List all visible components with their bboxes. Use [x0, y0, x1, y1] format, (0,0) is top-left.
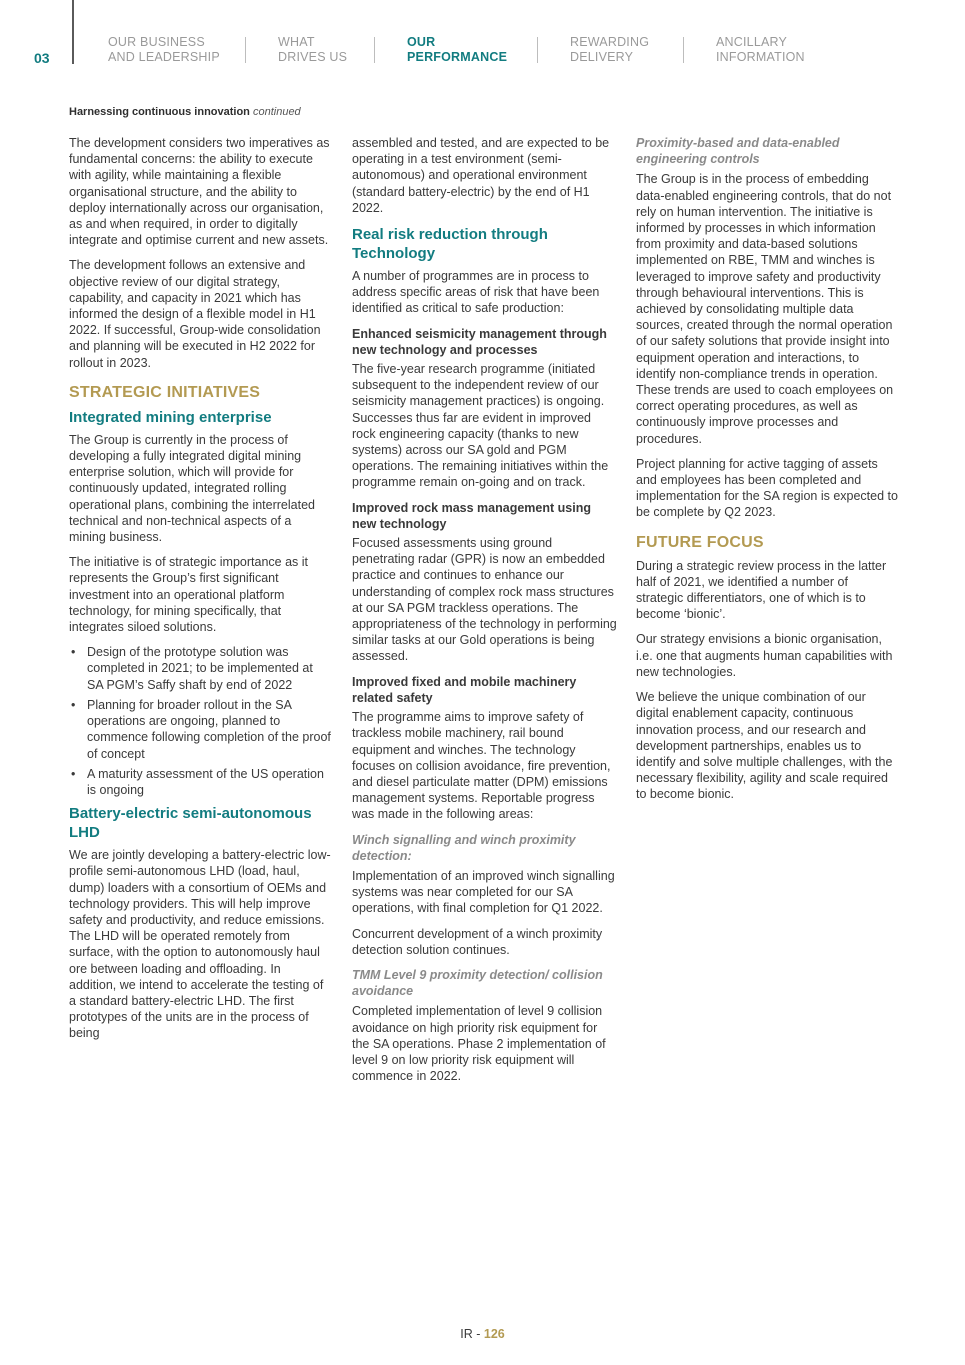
column-2 — [352, 135, 617, 1093]
nav-separator — [245, 37, 246, 63]
nav-separator — [537, 37, 538, 63]
nav-item-line2: DRIVES US — [278, 50, 348, 64]
list-item: • Design of the prototype solution was completed in 2021; to be implemented at SA PGM’s Saffy shaft by end of 2022 — [69, 644, 331, 693]
paragraph: The Group is currently in the process of developing a fully integrated digital mining enterprise solution, which will provide for continuously updated, integrated rolling operational plans, combining the interrelated technical and non-technical aspects of a mining business. — [69, 432, 315, 545]
heading-future-focus: FUTURE FOCUS — [636, 533, 764, 551]
nav-item-what-drives-us[interactable] — [278, 35, 347, 65]
list-item: • A maturity assessment of the US operation is ongoing — [69, 766, 331, 798]
paragraph: Our strategy envisions a bionic organisation, i.e. one that augments human capabilities with new technologies. — [636, 632, 893, 679]
nav-separator — [374, 37, 375, 63]
heading-enhanced-seismicity: Enhanced seismicity management through new technology and processes — [352, 326, 607, 357]
nav-item-ancillary-information[interactable] — [716, 35, 805, 65]
nav-item-line2: DELIVERY — [570, 50, 634, 64]
section-number: 03 — [34, 50, 50, 66]
nav-item-line1: REWARDING — [570, 35, 650, 49]
heading-real-risk-reduction: Real risk reduction through Technology — [352, 226, 548, 263]
column-3 — [636, 135, 898, 812]
bullet-list — [69, 644, 331, 798]
section-subheader — [69, 106, 301, 118]
nav-item-rewarding-delivery[interactable] — [570, 35, 649, 65]
paragraph: assembled and tested, and are expected to be operating in a test environment (semi-autonomous) and operational environment (standard battery-electric) by the end of H1 2022. — [352, 136, 610, 215]
nav-separator — [683, 37, 684, 63]
list-item: • Planning for broader rollout in the SA operations are ongoing, planned to commence following completion of the proof of concept — [69, 697, 331, 762]
paragraph: During a strategic review process in the latter half of 2021, we identified a number of strategic differentiators, one of which is to become ‘bionic’. — [636, 558, 887, 622]
heading-strategic-initiatives: STRATEGIC INITIATIVES — [69, 383, 261, 401]
top-navigation — [0, 0, 965, 80]
nav-item-line1: OUR — [407, 35, 436, 49]
paragraph: Focused assessments using ground penetrating radar (GPR) is now an embedded practice and continues to enhance our understanding of complex rock mass structures at our SA PGM trackless operations. The appropriateness of the technology in performing similar tasks at our Gold operations is being assessed. — [352, 536, 617, 664]
paragraph: The development considers two imperatives as fundamental concerns: the ability to execute with agility, while maintaining a flexible organisational structure, and the ability to deploy internationally across our organisation, as and when required, in order to digitally integrate and optimise current and new assets. — [69, 136, 330, 248]
paragraph: The programme aims to improve safety of trackless mobile machinery, rail bound equipment and winches. The technology focuses on collision avoidance, fire prevention, and diesel particulate matter (DPM) emissions management systems. Reportable progress was made in the following areas: — [352, 710, 611, 822]
heading-integrated-mining-enterprise: Integrated mining enterprise — [69, 408, 272, 426]
paragraph: Concurrent development of a winch proximity detection solution continues. — [352, 926, 603, 957]
nav-item-line1: ANCILLARY — [716, 35, 788, 49]
heading-machinery-safety: Improved fixed and mobile machinery related safety — [352, 674, 577, 705]
paragraph: Completed implementation of level 9 collision avoidance on high priority risk equipment for the SA operations. Phase 2 implementation of level 9 on low priority risk equipment will commence in 2022. — [352, 1004, 606, 1084]
heading-tmm-level-9: TMM Level 9 proximity detection/ collision avoidance — [352, 967, 603, 999]
nav-item-line2: PERFORMANCE — [407, 50, 508, 64]
heading-battery-electric-lhd: Battery-electric semi-autonomous LHD — [69, 805, 312, 842]
paragraph: The Group is in the process of embedding data-enabled engineering controls, that do not rely on human intervention. The initiative is informed by processes in which information from proximity and data-based solutions implemented on RBE, TMM and winches is leveraged to improve safety and productivity through behavioural interventions. This is achieved by consolidating multiple data sources, created through the normal operation of our safety solutions that provide insight into equipment operation and interactions, to identify non-compliance trends in operation. These trends are used to coach employees on correct operating procedures, as well as continuously improve processes and procedures. — [636, 172, 894, 446]
subheader-suffix: continued — [252, 106, 301, 118]
paragraph: The five-year research programme (initiated subsequent to the independent review of our seismicity management practices) is ongoing. Successes thus far are evident in improved rock engineering capacity (thanks to new systems) across our SA gold and PGM operations. The remaining initiatives within the programme remain on-going and on track. — [352, 362, 609, 490]
heading-proximity-controls: Proximity-based and data-enabled engineering controls — [636, 136, 840, 167]
footer-prefix: IR - — [460, 1327, 484, 1341]
nav-item-our-performance[interactable] — [407, 35, 507, 65]
nav-item-line2: AND LEADERSHIP — [108, 50, 220, 64]
paragraph: Implementation of an improved winch signalling systems was near completed for our SA operations, with final completion for Q1 2022. — [352, 868, 615, 916]
subheader-title: Harnessing continuous innovation — [69, 106, 250, 118]
paragraph: We are jointly developing a battery-electric low-profile semi-autonomous LHD (load, haul, dump) loaders with a consortium of OEMs and technology providers. This will help improve safety and productivity, and reduce emissions. The LHD will be operated remotely from surface, with the option to autonomously haul ore between loading and offloading. In addition, we intend to accelerate the testing of a standard battery-electric LHD. The first prototypes of the units are in the process of being — [69, 848, 331, 1041]
paragraph: The development follows an extensive and objective review of our digital strategy, capability, and capacity in 2021 which has informed the design of a flexible model in H1 2022. If successful, Group-wide consolidation and planning will be executed in H2 2022 for rollout in 2023. — [69, 258, 321, 370]
paragraph: A number of programmes are in process to address specific areas of risk that have been identified as critical to safe production: — [352, 269, 600, 316]
nav-vertical-rule — [72, 0, 74, 64]
heading-winch-signalling: Winch signalling and winch proximity detection: — [352, 832, 576, 863]
column-1 — [69, 135, 331, 1051]
paragraph: Project planning for active tagging of assets and employees has been completed and implementation for the SA region is expected to be complete by Q2 2023. — [636, 456, 898, 520]
nav-item-line1: WHAT — [278, 35, 315, 49]
paragraph: We believe the unique combination of our digital enablement capacity, continuous innovation process, and our research and development partnerships, enables us to identify and solve multiple challenges, with the necessary flexibility, agility and scale required to become bionic. — [636, 690, 893, 802]
nav-item-line2: INFORMATION — [716, 50, 805, 64]
nav-item-our-business[interactable] — [108, 35, 220, 65]
nav-item-line1: OUR BUSINESS — [108, 35, 205, 49]
page-number: 126 — [483, 1327, 505, 1341]
heading-rock-mass-management: Improved rock mass management using new technology — [352, 500, 591, 531]
page-footer — [0, 1327, 965, 1341]
paragraph: The initiative is of strategic importance as it represents the Group’s first significant investment into an operational platform technology, for mining specifically, that integrates siloed solutions. — [69, 555, 308, 635]
